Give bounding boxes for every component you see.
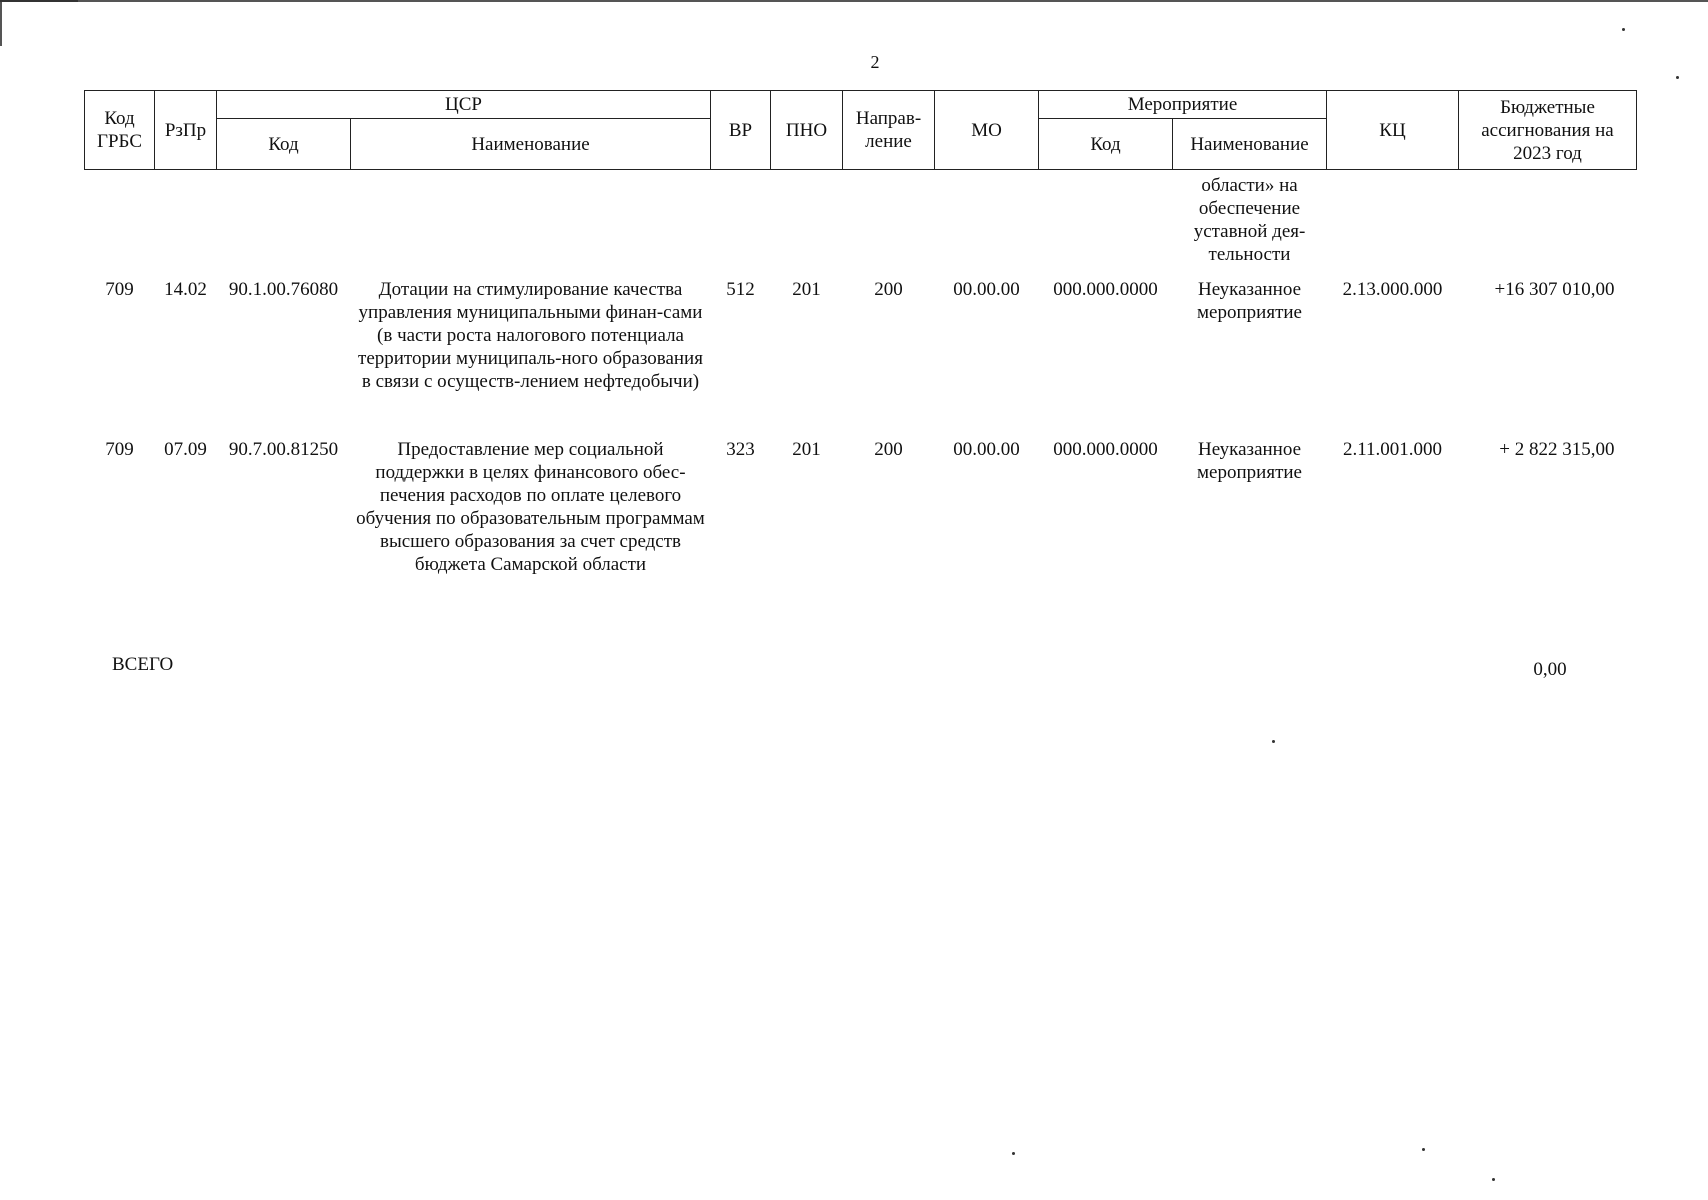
table-header xyxy=(85,91,1637,170)
cell-pno: 201 xyxy=(792,439,821,460)
cell-rzpr: 14.02 xyxy=(164,279,207,300)
cell-amount: +16 307 010,00 xyxy=(1494,279,1615,300)
cell-grbs: 709 xyxy=(105,279,134,300)
cell-napravlenie: 200 xyxy=(874,439,903,460)
budget-table xyxy=(84,90,1637,638)
cell-mer-kod: 000.000.0000 xyxy=(1053,439,1158,460)
table-row xyxy=(85,278,1637,438)
cell-csr-kod: 90.7.00.81250 xyxy=(228,439,339,460)
header-csr-kod: Код xyxy=(217,119,351,170)
header-rzpr: РзПр xyxy=(155,91,217,170)
scan-speck xyxy=(1492,1178,1495,1181)
scan-edge-left xyxy=(0,0,2,46)
table-row xyxy=(85,438,1637,638)
cell-pno: 201 xyxy=(792,279,821,300)
header-csr-name: Наименование xyxy=(351,119,711,170)
cell-napravlenie: 200 xyxy=(874,279,903,300)
scan-speck xyxy=(1272,740,1275,743)
header-vr: ВР xyxy=(711,91,771,170)
header-pno: ПНО xyxy=(771,91,843,170)
scan-speck xyxy=(1622,28,1625,31)
cell-grbs: 709 xyxy=(105,439,134,460)
header-napravlenie: Направ-ление xyxy=(843,91,935,170)
total-label: ВСЕГО xyxy=(112,654,174,675)
cell-kc: 2.11.001.000 xyxy=(1342,439,1443,460)
cell-csr-name: Дотации на стимулирование качества управления муниципальными финан-сами (в части роста налогового потенциала территории муниципаль-ного образования в связи с осуществ-лением нефтедобычи) xyxy=(358,279,703,392)
cell-mer-kod: 000.000.0000 xyxy=(1053,279,1158,300)
cell-mer-name: Неуказанное мероприятие xyxy=(1197,439,1302,483)
header-csr: ЦСР xyxy=(217,91,711,119)
cell-csr-kod: 90.1.00.76080 xyxy=(228,279,339,300)
table-row-continuation xyxy=(85,170,1637,279)
scan-speck xyxy=(1422,1148,1425,1151)
header-kod-grbs: Код ГРБС xyxy=(85,91,155,170)
cell-vr: 512 xyxy=(726,279,755,300)
header-mo: МО xyxy=(935,91,1039,170)
continuation-text: области» на обеспечение уставной дея-тельности xyxy=(1193,175,1306,265)
scan-edge-corner xyxy=(0,0,78,2)
cell-rzpr: 07.09 xyxy=(164,439,207,460)
scan-speck xyxy=(1012,1152,1015,1155)
header-mer-name: Наименование xyxy=(1173,119,1327,170)
header-meropriyatie: Мероприятие xyxy=(1039,91,1327,119)
cell-vr: 323 xyxy=(726,439,755,460)
cell-kc: 2.13.000.000 xyxy=(1342,279,1443,300)
cell-csr-name: Предоставление мер социальной поддержки в целях финансового обес-печения расходов по оплате целевого обучения по образовательным программам высшего образования за счет средств бюджета Самарской области xyxy=(356,439,705,575)
cell-mo: 00.00.00 xyxy=(953,279,1020,300)
total-value: 0,00 xyxy=(1533,659,1567,680)
scan-edge-top xyxy=(0,0,1708,2)
scan-speck xyxy=(1676,76,1679,79)
header-kc: КЦ xyxy=(1327,91,1459,170)
header-budget: Бюджетные ассигнования на 2023 год xyxy=(1459,91,1637,170)
cell-mo: 00.00.00 xyxy=(953,439,1020,460)
cell-mer-name: Неуказанное мероприятие xyxy=(1197,279,1302,323)
cell-amount: + 2 822 315,00 xyxy=(1499,439,1615,460)
header-mer-kod: Код xyxy=(1039,119,1173,170)
page-number: 2 xyxy=(870,52,880,72)
